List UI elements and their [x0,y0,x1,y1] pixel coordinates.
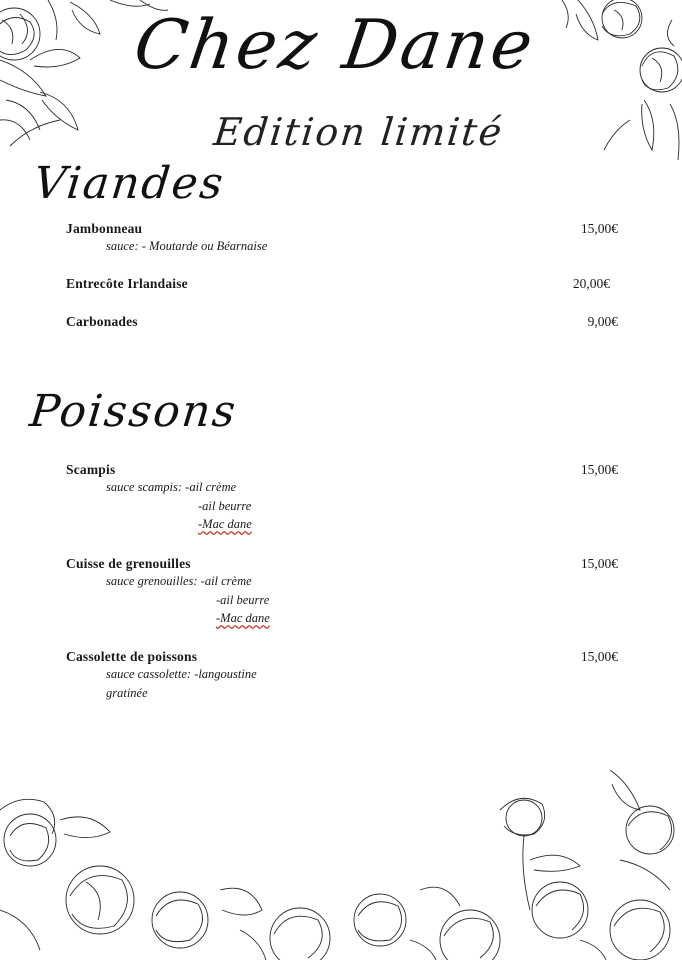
item-name: Cassolette de poissons [66,649,198,664]
item-price: 15,00€ [580,221,618,236]
menu-item [66,649,618,702]
restaurant-name: Chez Dane [129,6,541,85]
item-sauce: sauce: - Moutarde ou Béarnaise [106,239,268,253]
item-sauce: sauce grenouilles: -ail crème -ail beurre -Mac dane [106,574,270,625]
menu-item [66,276,618,292]
menu-item [66,556,618,628]
floral-bottom-border-icon [0,770,682,960]
item-name: Carbonades [66,314,138,329]
menu-item [66,221,618,256]
item-price: 15,00€ [580,556,618,571]
item-price: 9,00€ [587,314,618,329]
item-price: 20,00€ [572,276,610,291]
item-name: Entrecôte Irlandaise [66,276,188,291]
section-title-viandes: Viandes [31,158,228,209]
item-price: 15,00€ [580,649,618,664]
item-name: Scampis [66,462,116,477]
item-name: Jambonneau [66,221,143,236]
menu-item [66,462,618,534]
edition-subtitle: Edition limité [211,110,506,154]
section-title-poissons: Poissons [27,386,240,437]
item-sauce: sauce cassolette: -langoustine gratinée [106,667,257,700]
item-sauce: sauce scampis: -ail crème -ail beurre -Mac dane [106,480,252,531]
item-price: 15,00€ [580,462,618,477]
menu-item [66,314,618,330]
item-name: Cuisse de grenouilles [66,556,191,571]
